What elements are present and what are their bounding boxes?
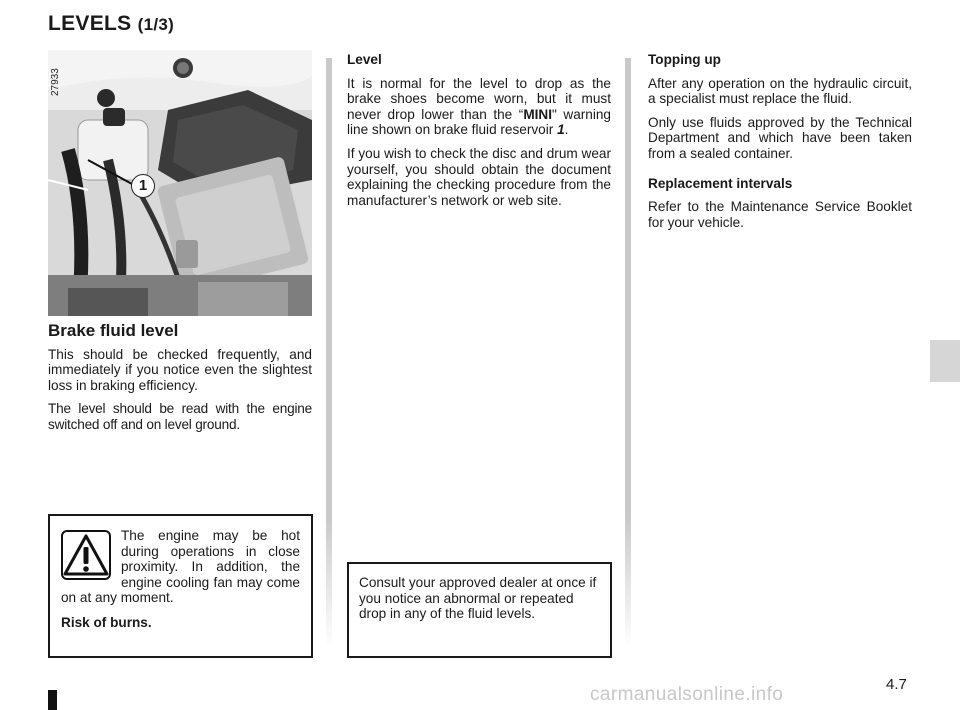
warning-box: [48, 514, 313, 658]
warning-triangle-icon: [61, 530, 111, 580]
text-run: It is normal for the level to drop as the brake shoes become worn, but it must never drop lower than the “: [347, 75, 611, 122]
brake-fluid-section: [48, 323, 312, 441]
warning-risk: Risk of burns.: [61, 614, 152, 630]
page-number: 4.7: [886, 676, 907, 693]
section-heading: Level: [347, 52, 382, 67]
watermark: carmanualsonline.info: [590, 684, 784, 705]
paragraph: The level should be read with the engine switched off and on level ground.: [48, 401, 312, 432]
bottom-mark: [48, 690, 57, 710]
section-heading: Brake fluid level: [48, 321, 179, 340]
title-part: (1/3): [137, 15, 175, 34]
paragraph: After any operation on the hydraulic circuit, a specialist must replace the fluid.: [648, 75, 912, 107]
title-text: LEVELS: [48, 12, 132, 35]
warning-text: The engine may be hot during operations in close proximity. In addition, the engine cooling fan may come on at any moment.: [61, 528, 300, 606]
engine-bay-photo: [48, 50, 312, 316]
level-section: [347, 52, 611, 216]
paragraph: Refer to the Maintenance Service Booklet for your vehicle.: [648, 199, 912, 230]
column-divider-right: [625, 58, 631, 648]
paragraph: This should be checked frequently, and immediately if you notice even the slightest loss in braking efficiency.: [48, 346, 312, 393]
text-run: .: [564, 122, 569, 138]
text-run: " warning line shown on brake fluid reservoir: [347, 106, 611, 138]
section-tab: [930, 340, 960, 382]
topping-up-section: [648, 52, 912, 238]
paragraph: Only use fluids approved by the Technical Department and which have been taken from a sealed container.: [648, 114, 912, 161]
mini-label: MINI: [523, 106, 553, 122]
callout-number: 1: [131, 174, 155, 198]
engine-bay-illustration: [48, 50, 312, 316]
section-heading: Replacement intervals: [648, 175, 793, 191]
photo-reference-code: 27933: [50, 68, 61, 96]
page-title: [48, 12, 174, 36]
column-divider-left: [326, 58, 332, 648]
section-heading: Topping up: [648, 52, 721, 67]
paragraph: [347, 76, 611, 138]
paragraph: If you wish to check the disc and drum wear yourself, you should obtain the document explaining the checking procedure from the manufacturer’s network or web site.: [347, 145, 611, 208]
note-text: Consult your approved dealer at once if you notice an abnormal or repeated drop in any of the fluid levels.: [359, 575, 597, 622]
reference-number: 1: [557, 122, 565, 138]
note-box: [347, 562, 612, 658]
